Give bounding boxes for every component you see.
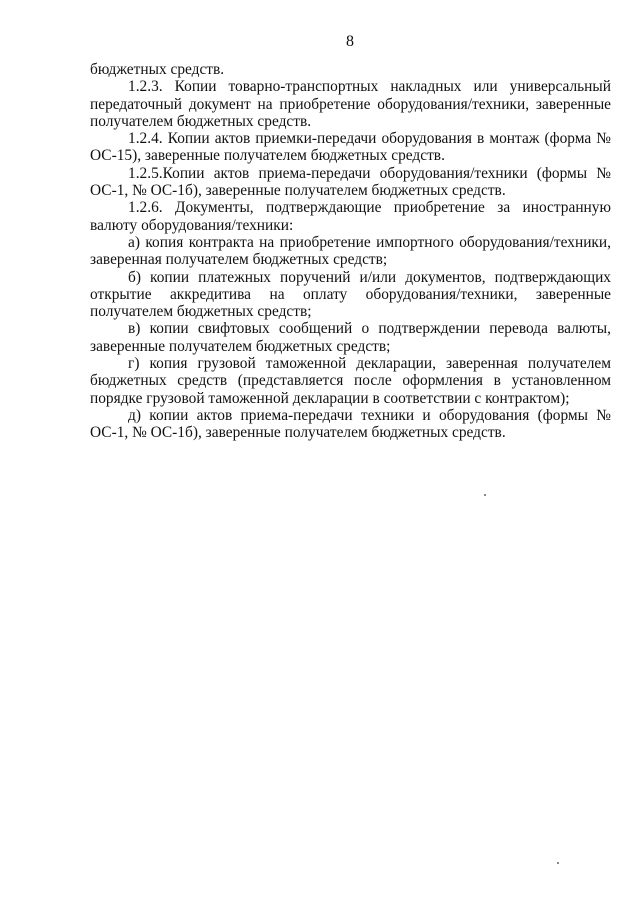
list-item-v: в) копии свифтовых сообщений о подтверждении перевода валюты, заверенные получателем бюджетных средств;: [90, 320, 611, 355]
paragraph-continuation: бюджетных средств.: [90, 61, 225, 78]
list-item-g: г) копия грузовой таможенной декларации, заверенная получателем бюджетных средств (представляется после оформления в установленном порядке грузовой таможенной декларации в соответствии с контрактом);: [90, 355, 611, 407]
paragraph-1-2-5: 1.2.5.Копии актов приема-передачи оборудования/техники (формы № ОС-1, № ОС-1б), заверенные получателем бюджетных средств.: [90, 164, 611, 200]
page-number: 8: [346, 33, 354, 50]
document-body: [90, 61, 611, 442]
list-item-b: б) копии платежных поручений и/или документов, подтверждающих открытие аккредитива на оплату оборудования/техники, заверенные получателем бюджетных средств;: [90, 268, 611, 321]
paragraph-1-2-6: 1.2.6. Документы, подтверждающие приобретение за иностранную валюту оборудования/техники:: [90, 199, 611, 234]
scan-speck: [557, 862, 559, 864]
list-item-d: д) копии актов приема-передачи техники и оборудования (формы № ОС-1, № ОС-1б), заверенные получателем бюджетных средств.: [90, 406, 611, 442]
scan-speck: [484, 494, 486, 496]
paragraph-1-2-3: 1.2.3. Копии товарно-транспортных накладных или универсальный передаточный документ на приобретение оборудования/техники, заверенные получателем бюджетных средств.: [90, 78, 611, 130]
list-item-a: а) копия контракта на приобретение импортного оборудования/техники, заверенная получателем бюджетных средств;: [90, 233, 611, 269]
paragraph-1-2-4: 1.2.4. Копии актов приемки-передачи оборудования в монтаж (форма № ОС-15), заверенные получателем бюджетных средств.: [90, 130, 611, 165]
